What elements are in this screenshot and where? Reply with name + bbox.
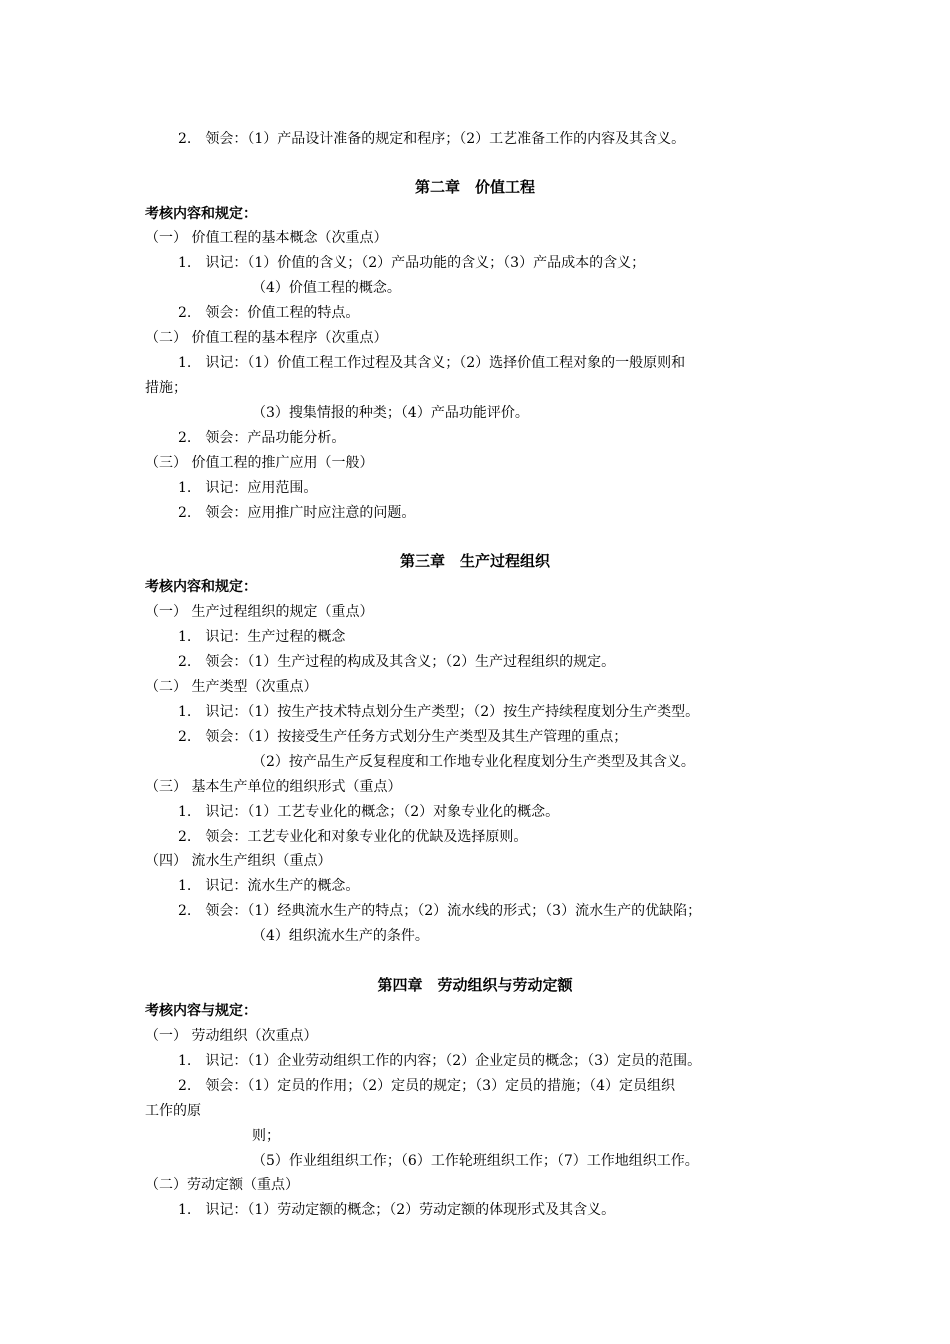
text-line: 则； (252, 1128, 280, 1144)
text-line: 措施； (145, 380, 187, 396)
chapter-4-heading: 考核内容与规定： (145, 1003, 257, 1019)
text-line: （4）组织流水生产的条件。 (252, 928, 429, 944)
text-line: 工作的原 (145, 1103, 201, 1119)
text-line: 2. 领会：（1）按接受生产任务方式划分生产类型及其生产管理的重点； (178, 729, 628, 745)
section-heading: （三） 价值工程的推广应用（一般） (145, 455, 374, 471)
text-line: （3）搜集情报的种类；（4）产品功能评价。 (252, 405, 529, 421)
text-line: 1. 识记：（1）按生产技术特点划分生产类型；（2）按生产持续程度划分生产类型。 (178, 704, 700, 720)
text-line: 2. 领会：（1）经典流水生产的特点；（2）流水线的形式；（3）流水生产的优缺陷； (178, 903, 702, 919)
chapter-2-title: 第二章 价值工程 (414, 178, 535, 196)
text-line: 1. 识记：生产过程的概念 (178, 629, 346, 645)
text-line: 1. 识记：（1）价值工程工作过程及其含义；（2）选择价值工程对象的一般原则和 (178, 355, 686, 371)
section-heading: （四） 流水生产组织（重点） (145, 853, 332, 869)
chapter-3-heading: 考核内容和规定： (145, 579, 257, 595)
text-line: 1. 识记：流水生产的概念。 (178, 878, 360, 894)
chapter-4-title: 第四章 劳动组织与劳动定额 (377, 976, 573, 994)
section-heading: （一） 价值工程的基本概念（次重点） (145, 230, 388, 246)
text-line: 1. 识记：（1）工艺专业化的概念；（2）对象专业化的概念。 (178, 804, 560, 820)
section-heading: （二） 价值工程的基本程序（次重点） (145, 330, 388, 346)
text-line: （2）按产品生产反复程度和工作地专业化程度划分生产类型及其含义。 (252, 754, 695, 770)
text-line: （5）作业组组织工作；（6）工作轮班组织工作；（7）工作地组织工作。 (252, 1153, 699, 1169)
chapter-3-title: 第三章 生产过程组织 (399, 552, 550, 570)
text-line: 1. 识记：（1）劳动定额的概念；（2）劳动定额的体现形式及其含义。 (178, 1202, 616, 1218)
section-heading: （二） 生产类型（次重点） (145, 679, 318, 695)
section-heading: （三） 基本生产单位的组织形式（重点） (145, 779, 402, 795)
section-heading: （一） 生产过程组织的规定（重点） (145, 604, 374, 620)
text-line: 2. 领会：（1）产品设计准备的规定和程序；（2）工艺准备工作的内容及其含义。 (178, 131, 686, 147)
text-line: 2. 领会：（1）定员的作用；（2）定员的规定；（3）定员的措施；（4）定员组织 (178, 1078, 675, 1094)
text-line: 1. 识记：（1）企业劳动组织工作的内容；（2）企业定员的概念；（3）定员的范围。 (178, 1053, 702, 1069)
text-line: 2. 领会：应用推广时应注意的问题。 (178, 505, 416, 521)
text-line: 2. 领会：工艺专业化和对象专业化的优缺及选择原则。 (178, 829, 528, 845)
section-heading: （一） 劳动组织（次重点） (145, 1028, 318, 1044)
text-line: 2. 领会：产品功能分析。 (178, 430, 346, 446)
text-line: （4）价值工程的概念。 (252, 280, 401, 296)
text-line: 1. 识记：应用范围。 (178, 480, 318, 496)
text-line: 2. 领会：（1）生产过程的构成及其含义；（2）生产过程组织的规定。 (178, 654, 616, 670)
section-heading: （二）劳动定额（重点） (145, 1177, 299, 1193)
chapter-2-heading: 考核内容和规定： (145, 206, 257, 222)
text-line: 1. 识记：（1）价值的含义；（2）产品功能的含义；（3）产品成本的含义； (178, 255, 646, 271)
text-line: 2. 领会：价值工程的特点。 (178, 305, 360, 321)
